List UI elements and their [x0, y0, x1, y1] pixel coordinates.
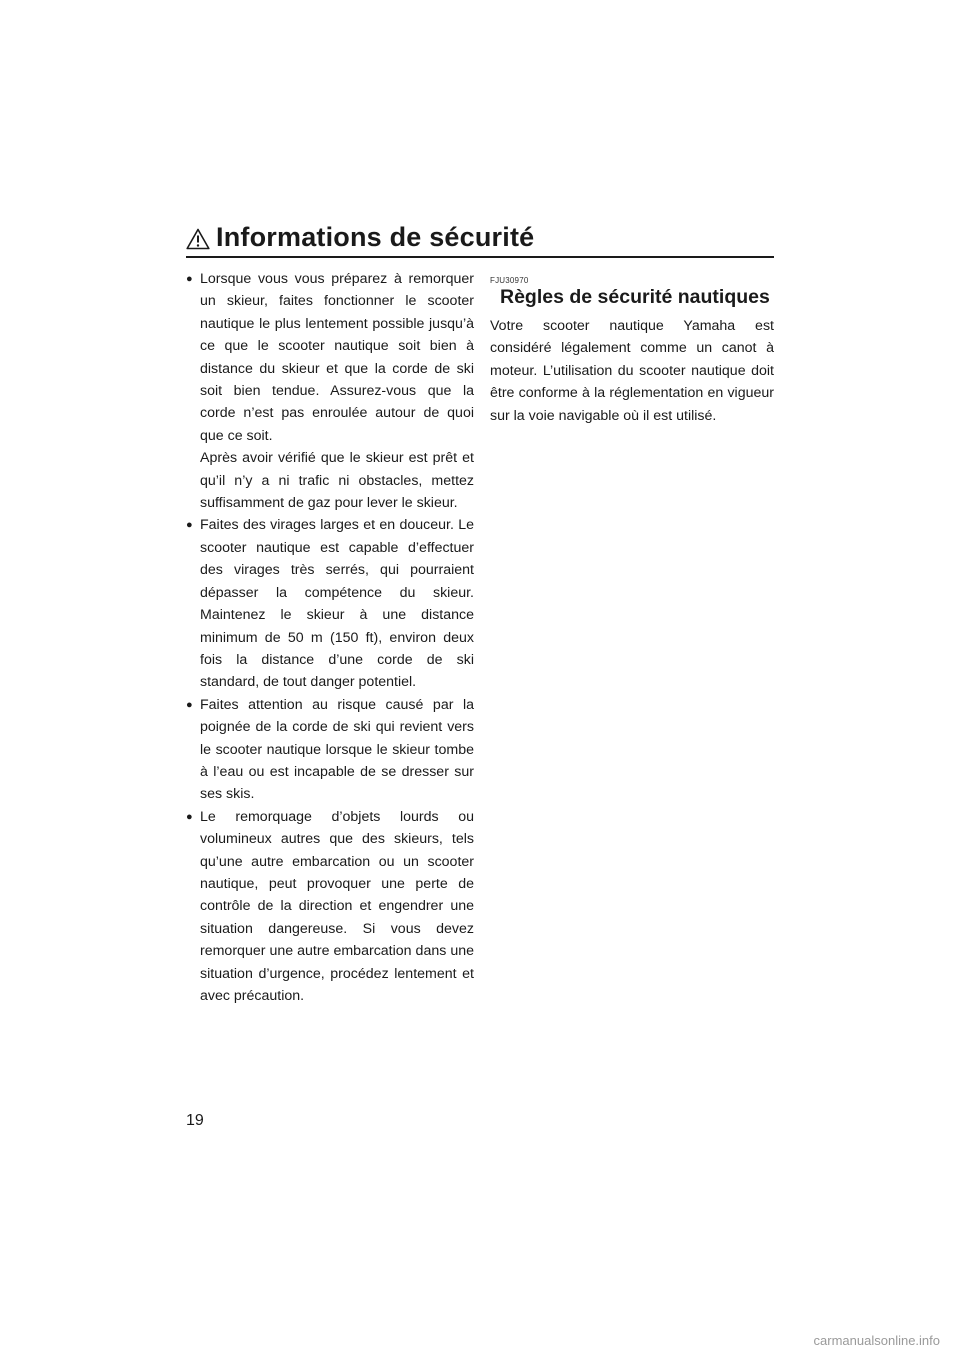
- list-item: [186, 514, 474, 693]
- warning-triangle-icon: [186, 228, 210, 250]
- bullet-icon: ●: [186, 519, 193, 532]
- page-title: Informations de sécurité: [216, 222, 535, 252]
- section-code: FJU30970: [490, 276, 529, 285]
- section-body: Votre scooter nautique Yamaha est considéré légalement comme un canot à moteur. L’utilisation du scooter nautique doit être conforme à la réglementation en vigueur sur la voie navigable où il est utilisé.: [490, 318, 774, 424]
- bullet-icon: ●: [186, 273, 193, 285]
- footer-watermark: carmanualsonline.info: [813, 1333, 940, 1348]
- list-item: [186, 694, 474, 806]
- list-item: [186, 268, 474, 514]
- bullet-paragraph: Faites attention au risque causé par la poignée de la corde de ski qui revient vers le scooter nautique lorsque le skieur tombe à l’eau ou est incapable de se dresser sur ses skis.: [200, 696, 474, 803]
- safety-bullet-list: [186, 268, 474, 1007]
- bullet-icon: ●: [186, 698, 193, 711]
- right-column: [490, 276, 774, 427]
- section-title: Règles de sécurité nautiques: [500, 286, 770, 308]
- left-column: [186, 268, 474, 1007]
- bullet-icon: ●: [186, 810, 193, 823]
- bullet-paragraph: Après avoir vérifié que le skieur est prêt et qu’il n’y a ni trafic ni obstacles, mettez suffisamment de gaz pour lever le skieur.: [200, 450, 474, 512]
- bullet-paragraph: Faites des virages larges et en douceur. Le scooter nautique est capable d’effectuer des virages très serrés, qui pourraient dépasser la compétence du skieur. Maintenez le skieur à une distance minimum de 50 m (150 ft), environ deux fois la distance d’une corde de ski standard, de tout danger potentiel.: [200, 517, 474, 691]
- bullet-paragraph: Le remorquage d’objets lourds ou volumineux autres que des skieurs, tels qu’une autre embarcation ou un scooter nautique, peut provoquer une perte de contrôle de la direction et engendrer une situation dangereuse. Si vous devez remorquer une autre embarcation dans une situation d’urgence, procédez lentement et avec précaution.: [200, 808, 474, 1004]
- bullet-paragraph: Lorsque vous vous préparez à remorquer un skieur, faites fonctionner le scooter nautique le plus lentement possible jusqu’à ce que le scooter nautique soit bien à distance du skieur et que la corde de ski soit bien tendue. Assurez-vous que la corde n’est pas enroulée autour de quoi que ce soit.: [200, 271, 474, 444]
- page-header: [186, 222, 774, 258]
- list-item: [186, 806, 474, 1008]
- page-number: 19: [186, 1112, 204, 1129]
